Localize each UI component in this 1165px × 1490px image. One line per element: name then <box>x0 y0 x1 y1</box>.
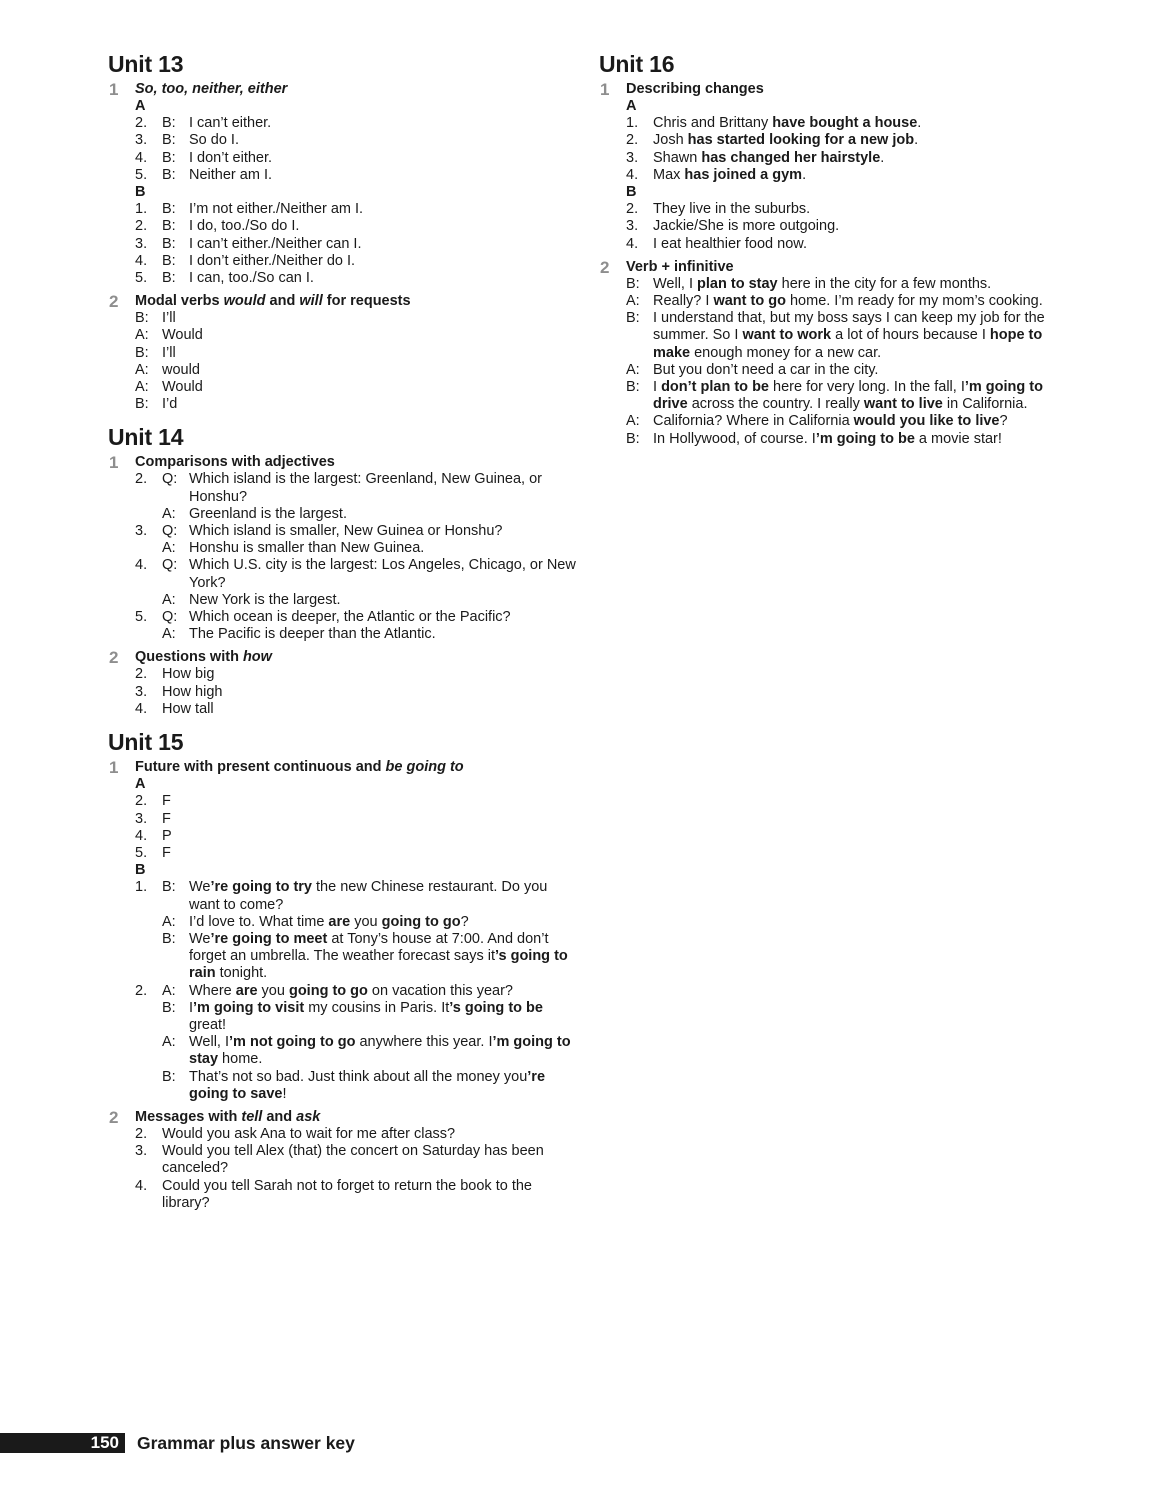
answer-line <box>626 431 1069 448</box>
answer-line <box>135 115 578 132</box>
section-label: A <box>135 776 146 793</box>
speaker-label: A: <box>626 361 640 378</box>
speaker-label: B: <box>626 275 640 292</box>
answer-line <box>135 345 578 362</box>
answer-text: Jackie/She is more outgoing. <box>653 218 840 235</box>
item-number <box>135 914 162 931</box>
answer-text: Shawn has changed her hairstyle. <box>653 149 885 166</box>
answer-text: I can, too./So can I. <box>189 270 314 287</box>
answer-line <box>135 150 578 167</box>
answer-text: How high <box>162 683 223 700</box>
item-number: 4. <box>626 166 639 183</box>
answer-line <box>135 983 578 1000</box>
item-number: 4. <box>135 557 148 574</box>
answer-line <box>135 626 578 643</box>
exercise-1 <box>599 81 1069 253</box>
answer-line <box>626 310 1069 362</box>
exercise-2 <box>108 293 578 413</box>
answer-list <box>626 276 1069 448</box>
item-number: 2. <box>626 201 639 218</box>
answer-line <box>135 1143 578 1177</box>
answer-list <box>135 201 578 287</box>
speaker-label: B: <box>162 270 176 287</box>
speaker-label: B: <box>626 379 640 396</box>
answer-text: In Hollywood, of course. I’m going to be a movie star! <box>653 430 1002 447</box>
item-number: 4. <box>135 252 148 269</box>
answer-text: Well, I’m not going to go anywhere this year. I’m going to stay home. <box>189 1034 571 1068</box>
answer-text: I understand that, but my boss says I can keep my job for the summer. So I want to work a lot of hours because I hope to make enough money for a new car. <box>653 310 1045 361</box>
item-number: 3. <box>135 1143 148 1160</box>
answer-line <box>626 218 1069 235</box>
exercise-2 <box>108 1109 578 1212</box>
speaker-label: B: <box>162 930 176 947</box>
speaker-label: A: <box>135 379 149 396</box>
answer-line <box>135 1069 578 1103</box>
speaker-label: B: <box>162 201 176 218</box>
item-number: 4. <box>135 1177 148 1194</box>
answer-line <box>135 828 578 845</box>
answer-list <box>626 115 1069 184</box>
item-number: 5. <box>135 270 148 287</box>
speaker-label: B: <box>626 310 640 327</box>
answer-text: Honshu is smaller than New Guinea. <box>189 540 425 557</box>
answer-line <box>626 201 1069 218</box>
answer-line <box>135 132 578 149</box>
item-number <box>135 1000 162 1034</box>
item-number: 2. <box>626 132 639 149</box>
exercise-1 <box>108 454 578 643</box>
answer-text: So do I. <box>189 132 239 149</box>
speaker-label: B: <box>162 166 176 183</box>
answer-line <box>135 1000 578 1034</box>
item-number: 3. <box>626 149 639 166</box>
speaker-label: B: <box>135 344 149 361</box>
answer-text: Well, I plan to stay here in the city for a few months. <box>653 275 992 292</box>
item-number: 2. <box>135 666 148 683</box>
answer-list <box>135 879 578 1103</box>
answer-list <box>626 201 1069 253</box>
answer-line <box>626 115 1069 132</box>
speaker-label: B: <box>162 218 176 235</box>
answer-line <box>135 684 578 701</box>
answer-text: F <box>162 844 171 861</box>
speaker-label: A: <box>135 361 149 378</box>
item-number: 3. <box>135 683 148 700</box>
answer-text: Greenland is the largest. <box>189 505 347 522</box>
exercise-2 <box>108 649 578 718</box>
answer-text: I can’t either. <box>189 115 272 132</box>
speaker-label: Q: <box>162 523 178 540</box>
speaker-label: A: <box>162 913 176 930</box>
answer-text: Josh has started looking for a new job. <box>653 132 919 149</box>
exercise-title: Questions with how <box>135 649 272 666</box>
answer-line <box>135 201 578 218</box>
item-number: 2. <box>135 115 148 132</box>
item-number: 3. <box>135 132 148 149</box>
speaker-label: A: <box>162 591 176 608</box>
answer-text: P <box>162 827 172 844</box>
item-number <box>135 506 162 523</box>
exercise-title: So, too, neither, either <box>135 81 288 97</box>
answer-line <box>626 150 1069 167</box>
answer-line <box>135 379 578 396</box>
answer-text: I’m not either./Neither am I. <box>189 201 364 218</box>
answer-line <box>135 845 578 862</box>
answer-list <box>135 471 578 643</box>
exercise-title: Messages with tell and ask <box>135 1108 321 1125</box>
answer-text: How big <box>162 666 215 683</box>
item-number: 1. <box>135 879 148 896</box>
unit-title: Unit 14 <box>108 424 184 451</box>
answer-line <box>135 270 578 287</box>
item-number: 2. <box>135 982 148 999</box>
answer-text: I’m going to visit my cousins in Paris. It’s going to be great! <box>189 999 543 1033</box>
page-number: 150 <box>0 1433 125 1453</box>
exercise-title: Verb + infinitive <box>626 258 734 275</box>
item-number: 1. <box>626 115 639 132</box>
speaker-label: A: <box>162 540 176 557</box>
item-number: 5. <box>135 166 148 183</box>
unit-16 <box>599 50 1069 448</box>
right-column <box>599 50 1069 458</box>
answer-line <box>626 276 1069 293</box>
speaker-label: A: <box>162 1034 176 1051</box>
exercise-number: 1 <box>109 80 119 99</box>
section-label: A <box>135 98 146 114</box>
answer-text: Which ocean is deeper, the Atlantic or the Pacific? <box>189 609 511 626</box>
unit-15 <box>108 728 578 1212</box>
answer-text: We’re going to meet at Tony’s house at 7:00. And don’t forget an umbrella. The weather forecast says it’s going to rain tonight. <box>189 930 568 982</box>
answer-text: That’s not so bad. Just think about all the money you’re going to save! <box>189 1068 546 1102</box>
speaker-label: B: <box>162 149 176 166</box>
speaker-label: B: <box>162 235 176 252</box>
speaker-label: B: <box>135 396 149 413</box>
answer-text: F <box>162 810 171 827</box>
footer-title: Grammar plus answer key <box>137 1432 355 1453</box>
answer-line <box>135 396 578 413</box>
item-number: 2. <box>135 793 148 810</box>
answer-text: Where are you going to go on vacation this year? <box>189 982 513 999</box>
answer-line <box>135 523 578 540</box>
speaker-label: B: <box>162 115 176 132</box>
speaker-label: B: <box>162 252 176 269</box>
exercise-number: 2 <box>109 648 119 668</box>
answer-line <box>135 218 578 235</box>
answer-text: Would <box>162 379 203 396</box>
item-number: 4. <box>135 827 148 844</box>
exercise-number: 1 <box>109 453 119 473</box>
answer-text: Which island is the largest: Greenland, New Guinea, or Honshu? <box>189 471 543 505</box>
answer-text: Would you ask Ana to wait for me after class? <box>162 1125 456 1142</box>
answer-text: But you don’t need a car in the city. <box>653 361 879 378</box>
answer-line <box>626 413 1069 430</box>
speaker-label: Q: <box>162 557 178 574</box>
answer-line <box>135 914 578 931</box>
speaker-label: Q: <box>162 609 178 626</box>
exercise-number: 2 <box>109 1107 119 1127</box>
answer-line <box>135 1034 578 1068</box>
item-number <box>135 1034 162 1068</box>
speaker-label: A: <box>162 982 176 999</box>
unit-title: Unit 15 <box>108 729 184 756</box>
page-footer <box>0 1433 355 1453</box>
answer-line <box>135 1126 578 1143</box>
item-number: 5. <box>135 844 148 861</box>
answer-list <box>135 310 578 413</box>
item-number <box>135 626 162 643</box>
answer-text: I don’t either. <box>189 149 273 166</box>
answer-line <box>135 540 578 557</box>
answer-line <box>135 666 578 683</box>
speaker-label: A: <box>626 293 640 310</box>
answer-text: F <box>162 793 171 810</box>
exercise-number: 1 <box>109 758 119 778</box>
answer-line <box>135 1178 578 1212</box>
answer-text: I don’t either./Neither do I. <box>189 252 356 269</box>
answer-line <box>135 167 578 184</box>
answer-text: Neither am I. <box>189 166 272 183</box>
section-label: B <box>626 184 637 201</box>
item-number: 2. <box>135 471 148 488</box>
answer-line <box>626 379 1069 413</box>
item-number: 3. <box>135 810 148 827</box>
answer-line <box>135 327 578 344</box>
item-number <box>135 931 162 983</box>
answer-text: I’ll <box>162 344 176 361</box>
answer-text: I’d love to. What time are you going to go? <box>189 913 469 930</box>
answer-text: How tall <box>162 700 214 717</box>
answer-line <box>135 310 578 327</box>
exercise-title: Comparisons with adjectives <box>135 454 335 471</box>
exercise-title: Describing changes <box>626 81 764 97</box>
answer-text: Would you tell Alex (that) the concert on Saturday has been canceled? <box>162 1143 544 1177</box>
answer-line <box>626 132 1069 149</box>
exercise-1 <box>108 81 578 287</box>
answer-text: I’d <box>162 396 178 413</box>
item-number: 1. <box>135 201 148 218</box>
left-column <box>108 50 578 1222</box>
answer-text: The Pacific is deeper than the Atlantic. <box>189 626 436 643</box>
speaker-label: Q: <box>162 471 178 488</box>
item-number: 4. <box>135 149 148 166</box>
exercise-number: 2 <box>109 292 119 312</box>
answer-text: We’re going to try the new Chinese restaurant. Do you want to come? <box>189 879 548 913</box>
answer-line <box>135 811 578 828</box>
answer-text: I do, too./So do I. <box>189 218 300 235</box>
speaker-label: A: <box>135 327 149 344</box>
item-number: 3. <box>626 218 639 235</box>
item-number: 3. <box>135 235 148 252</box>
answer-line <box>135 879 578 913</box>
answer-line <box>135 609 578 626</box>
answer-list <box>135 1126 578 1212</box>
answer-list <box>135 666 578 718</box>
speaker-label: A: <box>162 505 176 522</box>
exercise-title: Modal verbs would and will for requests <box>135 293 411 310</box>
item-number <box>135 540 162 557</box>
answer-text: I can’t either./Neither can I. <box>189 235 362 252</box>
answer-text: Would <box>162 327 203 344</box>
speaker-label: B: <box>626 430 640 447</box>
item-number: 4. <box>135 700 148 717</box>
answer-text: California? Where in California would you like to live? <box>653 413 1008 430</box>
speaker-label: B: <box>162 1068 176 1085</box>
exercise-2 <box>599 259 1069 448</box>
answer-line <box>135 592 578 609</box>
answer-text: I’ll <box>162 310 176 327</box>
answer-text: I don’t plan to be here for very long. In the fall, I’m going to drive across the country. I really want to live in California. <box>653 379 1043 413</box>
answer-text: Really? I want to go home. I’m ready for my mom’s cooking. <box>653 293 1043 310</box>
answer-text: I eat healthier food now. <box>653 235 807 252</box>
exercise-number: 1 <box>600 80 610 99</box>
section-label: A <box>626 98 637 114</box>
item-number: 3. <box>135 523 148 540</box>
answer-line <box>135 931 578 983</box>
unit-title: Unit 16 <box>599 51 675 77</box>
answer-line <box>135 362 578 379</box>
exercise-title: Future with present continuous and be going to <box>135 759 464 776</box>
answer-text: Which U.S. city is the largest: Los Angeles, Chicago, or New York? <box>189 557 576 591</box>
answer-line <box>135 471 578 505</box>
answer-line <box>135 793 578 810</box>
answer-line <box>135 236 578 253</box>
speaker-label: B: <box>135 310 149 327</box>
item-number: 4. <box>626 235 639 252</box>
speaker-label: B: <box>162 132 176 149</box>
answer-line <box>135 701 578 718</box>
exercise-1 <box>108 759 578 1103</box>
unit-13 <box>108 50 578 413</box>
answer-text: would <box>162 361 200 378</box>
answer-line <box>135 253 578 270</box>
answer-text: Max has joined a gym. <box>653 166 807 183</box>
answer-text: Which island is smaller, New Guinea or Honshu? <box>189 523 503 540</box>
item-number: 2. <box>135 1125 148 1142</box>
unit-title: Unit 13 <box>108 51 184 77</box>
answer-line <box>626 293 1069 310</box>
exercise-number: 2 <box>600 257 610 277</box>
item-number: 5. <box>135 609 148 626</box>
speaker-label: B: <box>162 999 176 1016</box>
section-label: B <box>135 862 146 879</box>
item-number: 2. <box>135 218 148 235</box>
answer-list <box>135 115 578 184</box>
answer-line <box>626 167 1069 184</box>
item-number <box>135 592 162 609</box>
answer-text: New York is the largest. <box>189 591 341 608</box>
answer-list <box>135 793 578 862</box>
speaker-label: A: <box>162 626 176 643</box>
unit-14 <box>108 423 578 718</box>
answer-line <box>626 236 1069 253</box>
speaker-label: B: <box>162 879 176 896</box>
answer-text: They live in the suburbs. <box>653 201 811 218</box>
item-number <box>135 1069 162 1103</box>
answer-line <box>626 362 1069 379</box>
answer-text: Could you tell Sarah not to forget to return the book to the library? <box>162 1177 532 1211</box>
section-label: B <box>135 184 146 201</box>
answer-text: Chris and Brittany have bought a house. <box>653 115 922 132</box>
answer-line <box>135 506 578 523</box>
speaker-label: A: <box>626 413 640 430</box>
answer-line <box>135 557 578 591</box>
